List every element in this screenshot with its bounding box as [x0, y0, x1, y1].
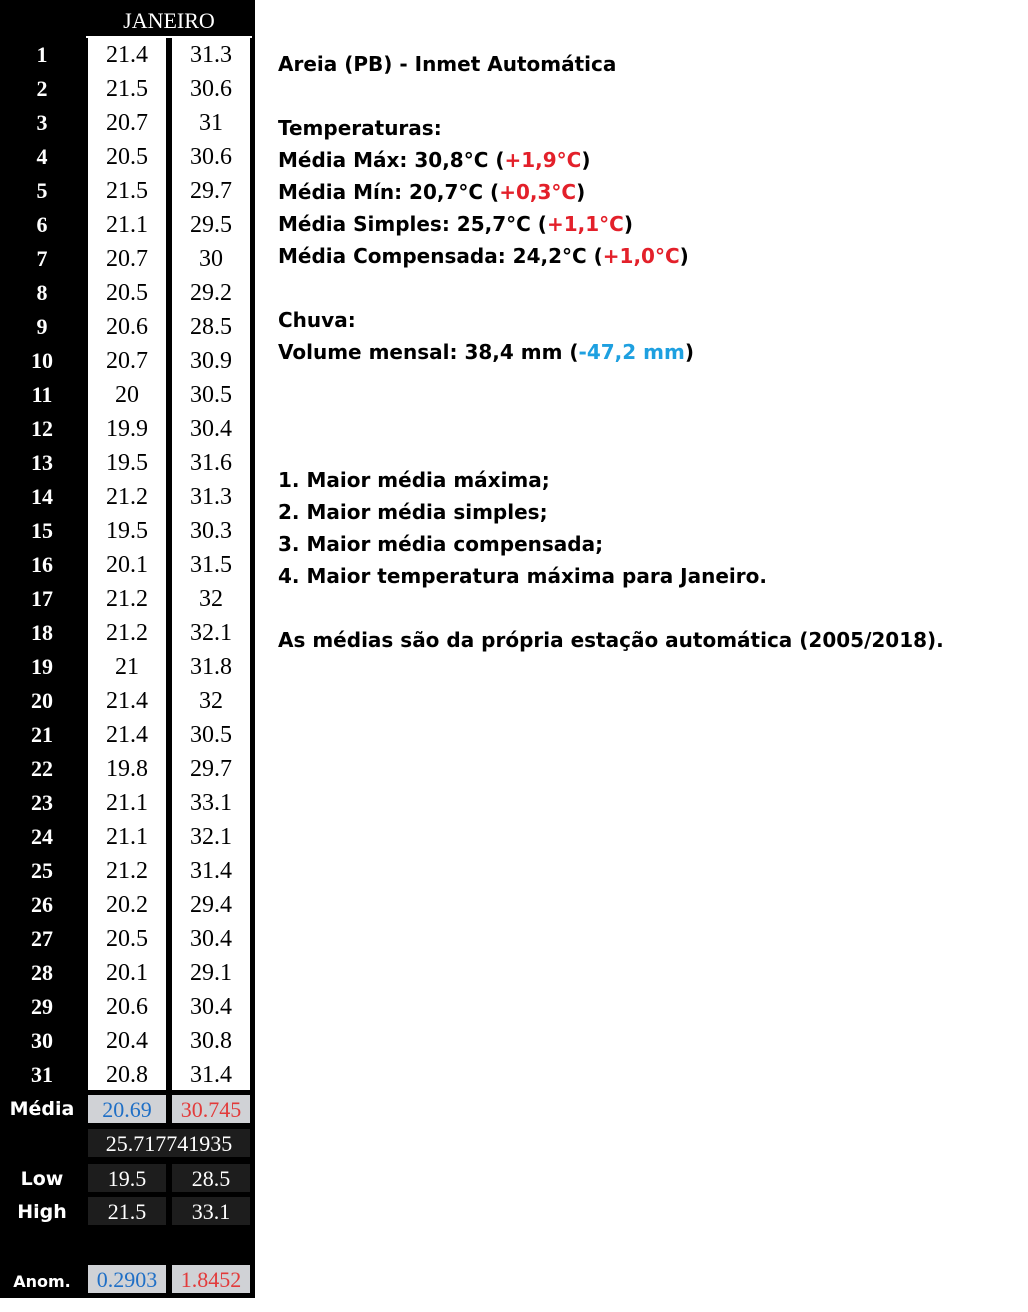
temperatures-heading: Temperaturas: — [278, 116, 442, 140]
max-temp-cell: 31.6 — [190, 450, 232, 476]
table-row — [0, 344, 255, 378]
table-row — [0, 786, 255, 820]
min-temp-cell: 21 — [115, 654, 139, 680]
table-row — [0, 718, 255, 752]
paren: ) — [581, 148, 591, 172]
footnote: As médias são da própria estação automática (2005/2018). — [278, 628, 944, 652]
table-row — [0, 140, 255, 174]
min-temp-cell: 21.2 — [106, 484, 148, 510]
paren: ) — [576, 180, 586, 204]
max-temp-cell: 31.3 — [190, 42, 232, 68]
low-max-cell: 28.5 — [172, 1164, 250, 1192]
max-temp-cell: 32.1 — [190, 620, 232, 646]
table-row — [0, 38, 255, 72]
day-number: 7 — [36, 246, 48, 271]
min-temp-cell: 19.9 — [106, 416, 148, 442]
min-temp-cell: 19.5 — [106, 450, 148, 476]
table-row — [0, 412, 255, 446]
table-row — [0, 208, 255, 242]
max-temp-cell: 33.1 — [190, 790, 232, 816]
rain-label: Volume mensal: 38,4 mm ( — [278, 340, 579, 364]
paren: ) — [684, 340, 694, 364]
min-temp-cell: 21.4 — [106, 688, 148, 714]
min-temp-cell: 21.1 — [106, 824, 148, 850]
simple-mean-cell: 25.717741935 — [88, 1129, 250, 1157]
paren: ) — [679, 244, 689, 268]
record-item: 2. Maior média simples; — [278, 500, 548, 524]
high-label: High — [17, 1201, 67, 1223]
temp-label: Média Simples: 25,7°C ( — [278, 212, 547, 236]
min-temp-cell: 20 — [115, 382, 139, 408]
day-number: 30 — [31, 1028, 53, 1053]
temp-label: Média Máx: 30,8°C ( — [278, 148, 505, 172]
day-number: 18 — [31, 620, 53, 645]
max-temp-cell: 31 — [199, 110, 223, 136]
max-temp-cell: 30.5 — [190, 722, 232, 748]
table-row — [0, 956, 255, 990]
min-temp-cell: 20.2 — [106, 892, 148, 918]
table-row — [0, 242, 255, 276]
paren: ) — [623, 212, 633, 236]
min-temp-cell: 19.8 — [106, 756, 148, 782]
day-number: 22 — [31, 756, 53, 781]
table-row — [0, 378, 255, 412]
day-number: 13 — [31, 450, 53, 475]
max-temp-cell: 31.3 — [190, 484, 232, 510]
day-number: 16 — [31, 552, 53, 577]
day-number: 23 — [31, 790, 53, 815]
table-row — [0, 72, 255, 106]
day-number: 5 — [36, 178, 48, 203]
max-temp-cell: 29.2 — [190, 280, 232, 306]
day-number: 26 — [31, 892, 53, 917]
day-number: 20 — [31, 688, 53, 713]
temp-anomaly: +1,1°C — [546, 212, 624, 236]
day-number: 8 — [36, 280, 48, 305]
min-temp-cell: 21.5 — [106, 76, 148, 102]
max-temp-cell: 31.4 — [190, 1062, 232, 1088]
table-row — [0, 1058, 255, 1092]
max-temp-cell: 29.4 — [190, 892, 232, 918]
day-number: 28 — [31, 960, 53, 985]
rain-anomaly: -47,2 mm — [578, 340, 685, 364]
daily-temperature-sheet — [0, 0, 255, 1298]
max-temp-cell: 31.8 — [190, 654, 232, 680]
table-row — [0, 684, 255, 718]
max-temp-cell: 30.4 — [190, 416, 232, 442]
table-row — [0, 174, 255, 208]
max-temp-cell: 28.5 — [190, 314, 232, 340]
table-row — [0, 480, 255, 514]
max-temp-cell: 30.5 — [190, 382, 232, 408]
rain-heading: Chuva: — [278, 308, 356, 332]
table-row — [0, 616, 255, 650]
temp-line-compensated — [278, 240, 689, 272]
max-temp-cell: 30.4 — [190, 994, 232, 1020]
day-number: 31 — [31, 1062, 53, 1087]
max-temp-cell: 30.9 — [190, 348, 232, 374]
day-number: 4 — [36, 144, 48, 169]
min-temp-cell: 20.1 — [106, 960, 148, 986]
min-temp-cell: 20.4 — [106, 1028, 148, 1054]
table-row — [0, 922, 255, 956]
min-temp-cell: 20.8 — [106, 1062, 148, 1088]
low-min-cell: 19.5 — [88, 1164, 166, 1192]
min-temp-cell: 21.2 — [106, 586, 148, 612]
day-number: 1 — [36, 42, 48, 67]
day-number: 11 — [31, 382, 53, 407]
day-number: 10 — [31, 348, 53, 373]
day-number: 21 — [31, 722, 53, 747]
anomaly-min-cell: 0.2903 — [88, 1265, 166, 1293]
max-temp-cell: 31.5 — [190, 552, 232, 578]
min-temp-cell: 20.6 — [106, 994, 148, 1020]
max-temp-cell: 29.5 — [190, 212, 232, 238]
temp-line-max — [278, 144, 591, 176]
max-temp-cell: 30.4 — [190, 926, 232, 952]
min-temp-cell: 20.7 — [106, 110, 148, 136]
temp-label: Média Compensada: 24,2°C ( — [278, 244, 603, 268]
day-number: 24 — [31, 824, 53, 849]
day-number: 27 — [31, 926, 53, 951]
min-temp-cell: 20.7 — [106, 246, 148, 272]
min-temp-cell: 20.5 — [106, 280, 148, 306]
max-temp-cell: 29.7 — [190, 756, 232, 782]
min-temp-cell: 21.1 — [106, 790, 148, 816]
max-temp-cell: 32 — [199, 688, 223, 714]
day-number: 17 — [31, 586, 53, 611]
media-max-cell: 30.745 — [172, 1095, 250, 1123]
min-temp-cell: 20.1 — [106, 552, 148, 578]
min-temp-cell: 21.2 — [106, 620, 148, 646]
min-temp-cell: 20.7 — [106, 348, 148, 374]
table-row — [0, 548, 255, 582]
max-temp-cell: 29.1 — [190, 960, 232, 986]
min-temp-cell: 21.1 — [106, 212, 148, 238]
station-title: Areia (PB) - Inmet Automática — [278, 52, 617, 76]
anomaly-max-cell: 1.8452 — [172, 1265, 250, 1293]
min-temp-cell: 21.4 — [106, 42, 148, 68]
day-number: 3 — [36, 110, 48, 135]
min-temp-cell: 21.5 — [106, 178, 148, 204]
table-row — [0, 310, 255, 344]
max-temp-cell: 30.8 — [190, 1028, 232, 1054]
day-number: 6 — [36, 212, 48, 237]
table-row — [0, 276, 255, 310]
rain-line — [278, 336, 694, 368]
max-temp-cell: 32.1 — [190, 824, 232, 850]
record-item: 3. Maior média compensada; — [278, 532, 604, 556]
table-row — [0, 514, 255, 548]
high-max-cell: 33.1 — [172, 1197, 250, 1225]
table-row — [0, 582, 255, 616]
media-min-cell: 20.69 — [88, 1095, 166, 1123]
table-row — [0, 446, 255, 480]
day-number: 9 — [36, 314, 48, 339]
max-temp-cell: 31.4 — [190, 858, 232, 884]
table-row — [0, 650, 255, 684]
day-number: 19 — [31, 654, 53, 679]
table-row — [0, 752, 255, 786]
max-temp-cell: 30 — [199, 246, 223, 272]
low-label: Low — [20, 1168, 64, 1190]
min-temp-cell: 20.6 — [106, 314, 148, 340]
min-temp-cell: 20.5 — [106, 926, 148, 952]
table-row — [0, 854, 255, 888]
record-item: 1. Maior média máxima; — [278, 468, 550, 492]
max-temp-cell: 30.6 — [190, 76, 232, 102]
day-number: 12 — [31, 416, 53, 441]
day-number: 29 — [31, 994, 53, 1019]
temp-label: Média Mín: 20,7°C ( — [278, 180, 500, 204]
table-row — [0, 820, 255, 854]
day-number: 2 — [36, 76, 48, 101]
min-temp-cell: 20.5 — [106, 144, 148, 170]
max-temp-cell: 29.7 — [190, 178, 232, 204]
month-header: JANEIRO — [123, 8, 215, 33]
min-temp-cell: 19.5 — [106, 518, 148, 544]
temp-line-simple — [278, 208, 633, 240]
max-temp-cell: 30.6 — [190, 144, 232, 170]
table-row — [0, 106, 255, 140]
table-row — [0, 990, 255, 1024]
record-item: 4. Maior temperatura máxima para Janeiro. — [278, 564, 767, 588]
min-temp-cell: 21.4 — [106, 722, 148, 748]
temp-anomaly: +1,0°C — [602, 244, 680, 268]
day-number: 14 — [31, 484, 53, 509]
anomaly-label: Anom. — [13, 1272, 71, 1291]
min-temp-cell: 21.2 — [106, 858, 148, 884]
table-row — [0, 1024, 255, 1058]
media-label: Média — [9, 1098, 75, 1120]
temp-line-min — [278, 176, 585, 208]
table-row — [0, 888, 255, 922]
day-number: 15 — [31, 518, 53, 543]
day-number: 25 — [31, 858, 53, 883]
temp-anomaly: +1,9°C — [504, 148, 582, 172]
max-temp-cell: 30.3 — [190, 518, 232, 544]
max-temp-cell: 32 — [199, 586, 223, 612]
temp-anomaly: +0,3°C — [499, 180, 577, 204]
high-min-cell: 21.5 — [88, 1197, 166, 1225]
